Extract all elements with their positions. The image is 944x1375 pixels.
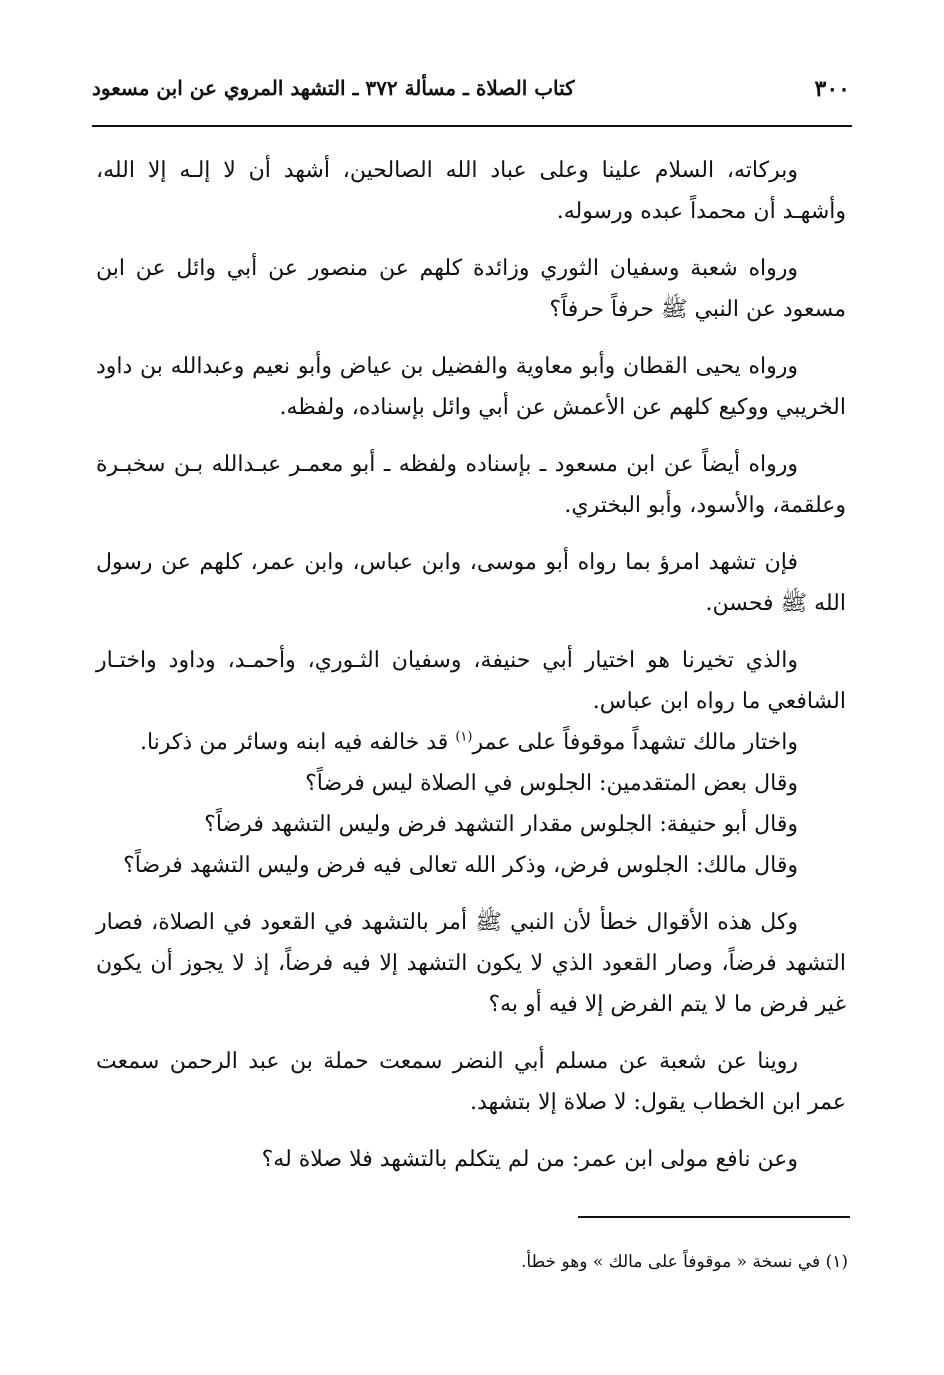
list-line-text: وقال مالك: الجلوس فرض، وذكر الله تعالى فيه فرض وليس التشهد فرضاً؟ <box>123 853 798 878</box>
paragraph: وبركاته، السلام علينا وعلى عباد الله الصالحين، أشهد أن لا إلـه إلا الله، وأشهـد أن محمداً عبده ورسوله. <box>96 158 846 224</box>
footnote-marker[interactable]: (١) <box>455 729 473 745</box>
page-number: ٣٠٠ <box>814 76 850 102</box>
paragraph: وعن نافع مولى ابن عمر: من لم يتكلم بالتشهد فلا صلاة له؟ <box>261 1147 798 1172</box>
paragraph: ورواه شعبة وسفيان الثوري وزائدة كلهم عن منصور عن أبي وائل عن ابن مسعود عن النبي ﷺ حرفاً حرفاً؟ <box>96 256 846 322</box>
page-header <box>92 76 850 116</box>
list-line-text: واختار مالك تشهداً موقوفاً على عمر <box>472 730 798 755</box>
list-line-text: وقال أبو حنيفة: الجلوس مقدار التشهد فرض وليس التشهد فرضاً؟ <box>204 812 798 837</box>
footnote: (١) في نسخة « موقوفاً على مالك » وهو خطأ. <box>521 1252 848 1272</box>
list-line-text: قد خالفه فيه ابنه وسائر من ذكرنا. <box>139 730 456 755</box>
header-rule <box>92 125 852 127</box>
footnote-rule <box>578 1216 850 1218</box>
list-line <box>96 763 846 804</box>
list-line <box>96 722 846 763</box>
paragraph: فإن تشهد امرؤ بما رواه أبو موسى، وابن عباس، وابن عمر، كلهم عن رسول الله ﷺ فحسن. <box>96 550 846 616</box>
paragraph: وكل هذه الأقوال خطأ لأن النبي ﷺ أمر بالتشهد في القعود في الصلاة، فصار التشهد فرضاً، وصار القعود الذي لا يكون التشهد إلا فيه فرضاً، إذ لا يجوز أن يكون غير فرض ما لا يتم الفرض إلا فيه أو به؟ <box>96 910 846 1017</box>
paragraph: روينا عن شعبة عن مسلم أبي النضر سمعت حملة بن عبد الرحمن سمعت عمر ابن الخطاب يقول: لا صلاة إلا بتشهد. <box>96 1049 846 1115</box>
list-line <box>96 804 846 845</box>
paragraph: ورواه يحيى القطان وأبو معاوية والفضيل بن عياض وأبو نعيم وعبدالله بن داود الخريبي ووكيع كلهم عن الأعمش عن أبي وائل بإسناده، ولفظه. <box>96 354 846 420</box>
list-line-text: وقال بعض المتقدمين: الجلوس في الصلاة ليس فرضاً؟ <box>305 771 798 796</box>
body-text <box>96 150 846 1196</box>
paragraph: ورواه أيضاً عن ابن مسعود ـ بإسناده ولفظه ـ أبو معمـر عبـدالله بـن سخبـرة وعلقمة، والأسود، وأبو البختري. <box>96 452 846 518</box>
opinions-list <box>96 722 846 886</box>
list-line <box>96 845 846 886</box>
paragraph: والذي تخيرنا هو اختيار أبي حنيفة، وسفيان الثـوري، وأحمـد، وداود واختـار الشافعي ما رواه ابن عباس. <box>96 648 846 714</box>
running-title: كتاب الصلاة ـ مسألة ٣٧٢ ـ التشهد المروي عن ابن مسعود <box>92 76 575 100</box>
